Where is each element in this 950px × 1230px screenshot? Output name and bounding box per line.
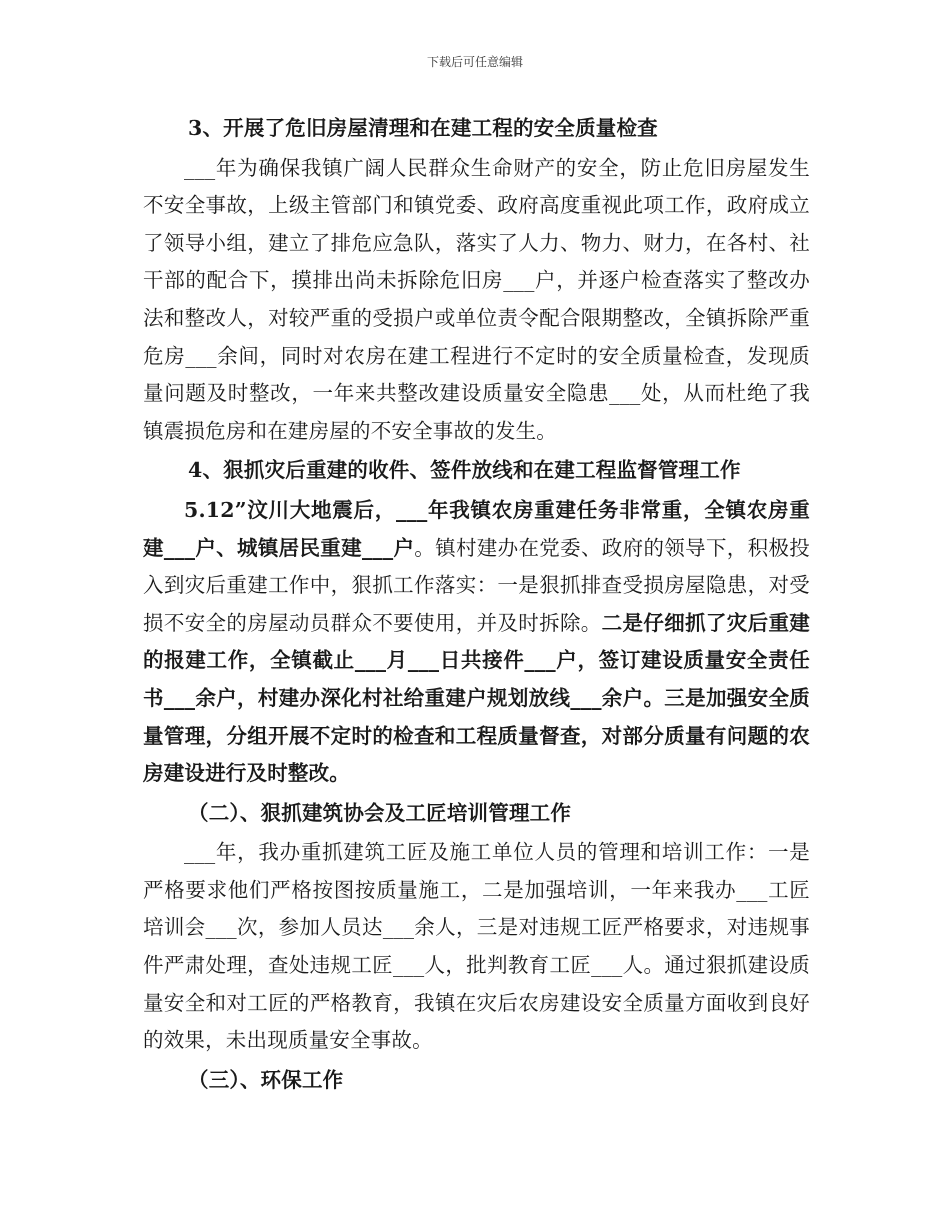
paragraph-inspection: ___年为确保我镇广阔人民群众生命财产的安全，防止危旧房屋发生不安全事故，上级主管部门和镇党委、政府高度重视此项工作，政府成立了领导小组，建立了排危应急队，落实了人力、物力、财力，在各村、社干部的配合下，摸排出尚未拆除危旧房___户，并逐户检查落实了整改办法和整改人，对较严重的受损户或单位责令配合限期整改，全镇拆除严重危房___余间，同时对农房在建工程进行不定时的安全质量检查，发现质量问题及时整改，一年来共整改建设质量安全隐患___处，从而杜绝了我镇震损危房和在建房屋的不安全事故的发生。: [143, 155, 810, 443]
paragraph-training: ___年，我办重抓建筑工匠及施工单位人员的管理和培训工作：一是严格要求他们严格按图按质量施工，二是加强培训，一年来我办___工匠培训会___次，参加人员达___余人，三是对违规工匠严格要求，对违规事件严肃处理，查处违规工匠___人，批判教育工匠___人。通过狠抓建设质量安全和对工匠的严格教育，我镇在灾后农房建设安全质量方面收到良好的效果，未出现质量安全事故。: [143, 840, 810, 1053]
paragraph-reconstruction-body: 。镇村建办在党委、政府的领导下，积极投入到灾后重建工作中，狠抓工作落实：一是狠抓排查受损房屋隐患，对受损不安全的房屋动员群众不要使用，并及时拆除。: [143, 535, 810, 635]
document-body: [143, 108, 810, 1101]
subsection-heading-three: （三）、环保工作: [188, 1067, 344, 1092]
paragraph-reconstruction-bold-tail: 二是仔细抓了灾后重建的报建工作，全镇截止___月___日共接件___户，签订建设质量安全责任书___余户，村建办深化村社给重建户规划放线___余户。三是加强安全质量管理，分组开展不定时的检查和工程质量督查，对部分质量有问题的农房建设进行及时整改。: [143, 610, 811, 786]
paragraph-reconstruction: [143, 492, 810, 793]
paragraph-reconstruction-bold-lead: 5.12”汶川大地震后，___年我镇农房重建任务非常重，全镇农房重建___户、城镇居民重建___户: [143, 497, 810, 560]
section-heading-3: 3、开展了危旧房屋清理和在建工程的安全质量检查: [188, 116, 658, 140]
subsection-heading-two: （二）、狠抓建筑协会及工匠培训管理工作: [188, 800, 572, 825]
section-heading-4: 4、狠抓灾后重建的收件、签件放线和在建工程监督管理工作: [188, 458, 741, 483]
page-header: 下载后可任意编辑: [426, 55, 523, 69]
